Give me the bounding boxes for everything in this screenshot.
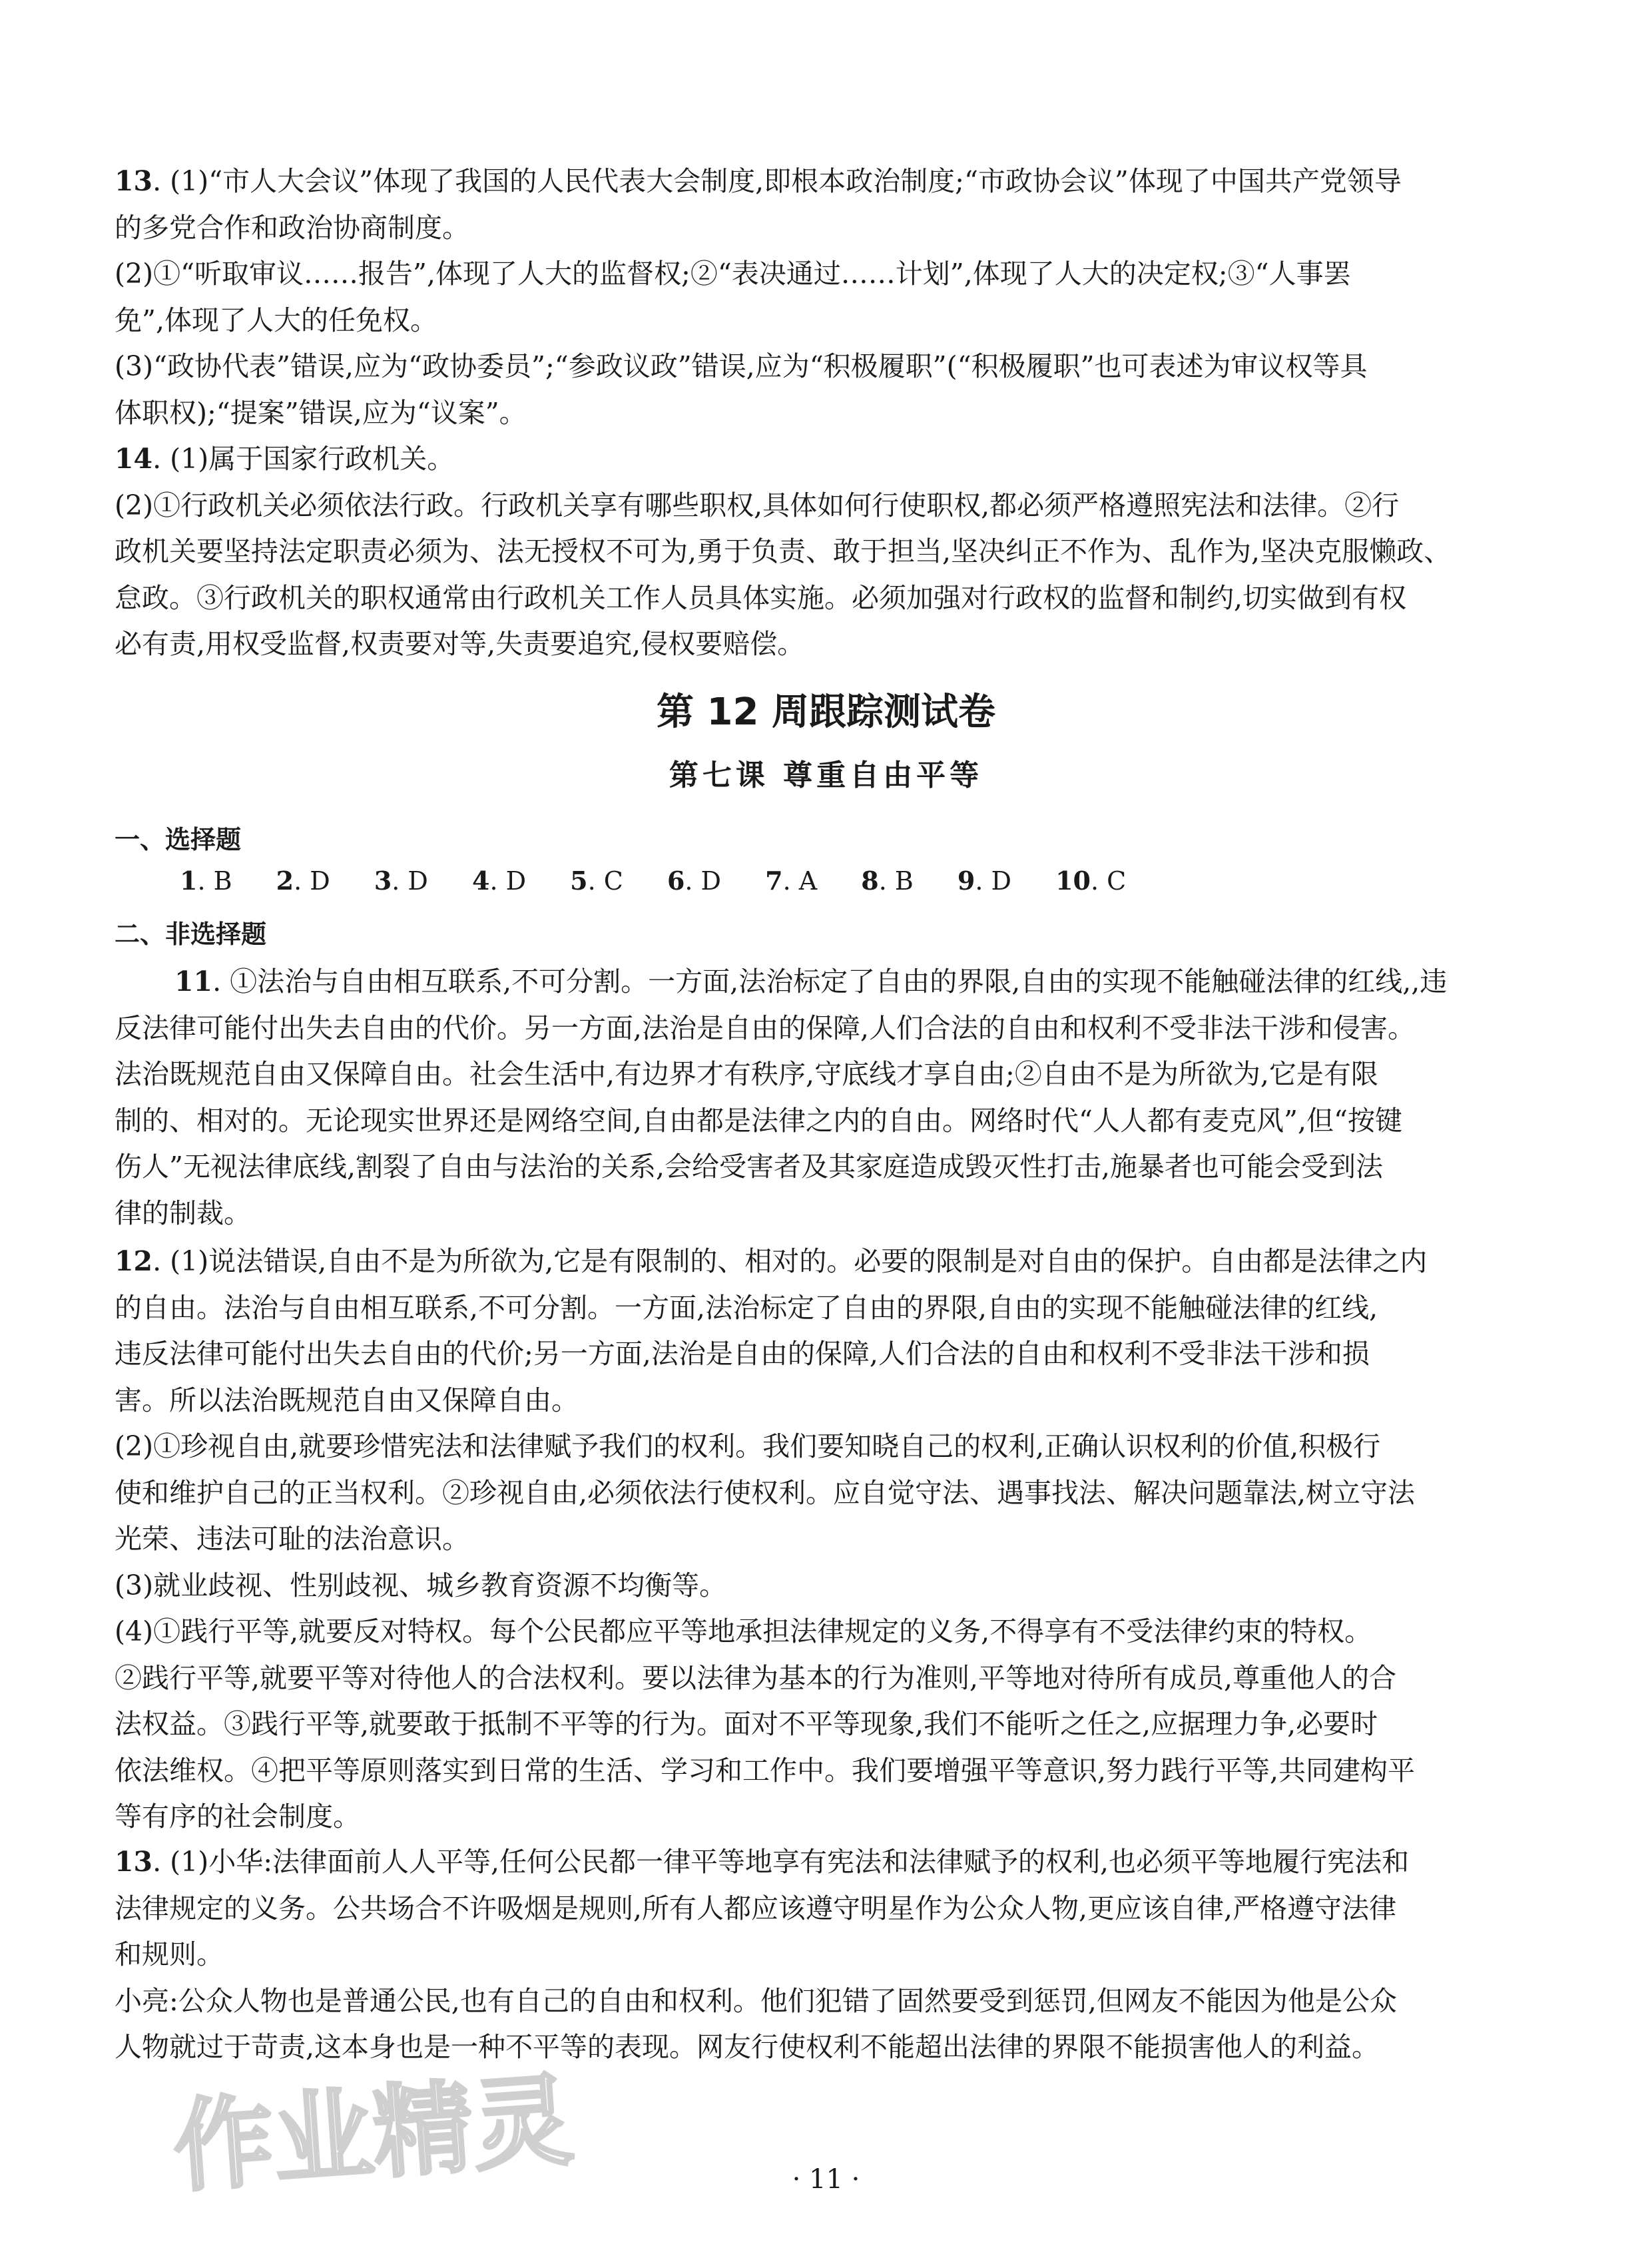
answer-line: 法律规定的义务。公共场合不许吸烟是规则,所有人都应该遵守明星作为公众人物,更应该自律,严格遵守法律 <box>115 1892 1397 1924</box>
watermark-text: 作业精灵 <box>170 2062 577 2207</box>
answer-line: 的自由。法治与自由相互联系,不可分割。一方面,法治标定了自由的界限,自由的实现不能触碰法律的红线, <box>115 1291 1378 1324</box>
answer-line: (2)①珍视自由,就要珍惜宪法和法律赋予我们的权利。我们要知晓自己的权利,正确认识权利的价值,积极行 <box>115 1430 1381 1462</box>
answer-line: (3)就业歧视、性别歧视、城乡教育资源不均衡等。 <box>115 1569 727 1601</box>
answer-line: 必有责,用权受监督,权责要对等,失责要追究,侵权要赔偿。 <box>115 628 805 660</box>
answer-line: 体职权);“提案”错误,应为“议案”。 <box>115 396 527 429</box>
answer-q13 <box>115 1839 1517 2071</box>
page-title: 第 12 周跟踪测试卷 <box>657 691 995 734</box>
answer-line: 违反法律可能付出失去自由的代价;另一方面,法治是自由的保障,人们合法的自由和权利不受非法干涉和损 <box>115 1338 1370 1370</box>
answer-line: 反法律可能付出失去自由的代价。另一方面,法治是自由的保障,人们合法的自由和权利不受非法干涉和侵害。 <box>115 1011 1416 1044</box>
page-number: · 11 · <box>792 2164 860 2195</box>
mc-answer: 7. A <box>765 866 818 896</box>
answer-line: (2)①行政机关必须依法行政。行政机关享有哪些职权,具体如何行使职权,都必须严格遵照宪法和法律。②行 <box>115 489 1400 521</box>
answer-q12 <box>115 1239 1517 1840</box>
answer-line: 13. (1)“市人大会议”体现了我国的人民代表大会制度,即根本政治制度;“市政协会议”体现了中国共产党领导 <box>115 165 1402 197</box>
answer-line: 的多党合作和政治协商制度。 <box>115 211 469 244</box>
answer-line: 伤人”无视法律底线,割裂了自由与法治的关系,会给受害者及其家庭造成毁灭性打击,施暴者也可能会受到法 <box>115 1151 1384 1183</box>
answer-line: 怠政。③行政机关的职权通常由行政机关工作人员具体实施。必须加强对行政权的监督和制约,切实做到有权 <box>115 581 1407 614</box>
mc-answer: 2. D <box>276 866 330 896</box>
answer-line: 等有序的社会制度。 <box>115 1801 360 1832</box>
question-number: 11 <box>174 966 213 997</box>
answer-line: 11. ①法治与自由相互联系,不可分割。一方面,法治标定了自由的界限,自由的实现不能触碰法律的红线,,违 <box>174 966 1448 997</box>
answer-line: 14. (1)属于国家行政机关。 <box>115 443 455 475</box>
answer-q13-prev <box>115 158 1517 436</box>
mc-answer: 9. D <box>957 866 1011 896</box>
answer-line: 依法维权。④把平等原则落实到日常的生活、学习和工作中。我们要增强平等意识,努力践行平等,共同建构平 <box>115 1754 1416 1787</box>
question-number: 12 <box>115 1245 153 1277</box>
answer-q14-prev <box>115 436 1517 668</box>
mc-answer: 8. B <box>861 866 914 896</box>
multiple-choice-answers <box>180 866 1162 896</box>
answer-line: 小亮:公众人物也是普通公民,也有自己的自由和权利。他们犯错了固然要受到惩罚,但网友不能因为他是公众 <box>115 1984 1397 2017</box>
mc-answer: 1. B <box>180 866 232 896</box>
answer-line: 制的、相对的。无论现实世界还是网络空间,自由都是法律之内的自由。网络时代“人人都有麦克风”,但“按键 <box>115 1104 1402 1137</box>
answer-line: 害。所以法治既规范自由又保障自由。 <box>115 1384 579 1416</box>
answer-line: ②践行平等,就要平等对待他人的合法权利。要以法律为基本的行为准则,平等地对待所有成员,尊重他人的合 <box>115 1661 1397 1694</box>
question-number: 13 <box>115 1846 153 1878</box>
answer-line: 13. (1)小华:法律面前人人平等,任何公民都一律平等地享有宪法和法律赋予的权利,也必须平等地履行宪法和 <box>115 1846 1410 1878</box>
answer-line: 光荣、违法可耻的法治意识。 <box>115 1523 469 1555</box>
mc-answer: 10. C <box>1055 866 1127 896</box>
question-number: 14 <box>115 443 153 475</box>
answer-line: (3)“政协代表”错误,应为“政协委员”;“参政议政”错误,应为“积极履职”(“积极履职”也可表述为审议权等具 <box>115 350 1368 382</box>
mc-answer: 5. C <box>570 866 623 896</box>
answer-line: 免”,体现了人大的任免权。 <box>115 304 437 336</box>
answer-line: (4)①践行平等,就要反对特权。每个公民都应平等地承担法律规定的义务,不得享有不受法律约束的特权。 <box>115 1615 1372 1647</box>
section-heading-nonchoice: 二、非选择题 <box>115 920 267 949</box>
answer-line: 律的制裁。 <box>115 1197 251 1229</box>
mc-answer: 4. D <box>471 866 527 896</box>
question-number: 13 <box>115 165 153 197</box>
answer-line: (2)①“听取审议……报告”,体现了人大的监督权;②“表决通过……计划”,体现了人大的决定权;③“人事罢 <box>115 258 1351 290</box>
answer-line: 人物就过于苛责,这本身也是一种不平等的表现。网友行使权利不能超出法律的界限不能损害他人的利益。 <box>115 2031 1380 2063</box>
answer-line: 和规则。 <box>115 1938 224 1970</box>
section-heading-choice: 一、选择题 <box>115 825 242 854</box>
mc-answer: 3. D <box>374 866 428 896</box>
answer-line: 法权益。③践行平等,就要敢于抵制不平等的行为。面对不平等现象,我们不能听之任之,应据理力争,必要时 <box>115 1708 1378 1740</box>
lesson-subtitle: 第七课 尊重自由平等 <box>669 758 983 792</box>
answer-q11 <box>115 959 1517 1237</box>
answer-line: 12. (1)说法错误,自由不是为所欲为,它是有限制的、相对的。必要的限制是对自由的保护。自由都是法律之内 <box>115 1245 1428 1277</box>
answer-line: 使和维护自己的正当权利。②珍视自由,必须依法行使权利。应自觉守法、遇事找法、解决问题靠法,树立守法 <box>115 1476 1416 1509</box>
answer-line: 政机关要坚持法定职责必须为、法无授权不可为,勇于负责、敢于担当,坚决纠正不作为、乱作为,坚决克服懒政、 <box>115 535 1452 567</box>
answer-line: 法治既规范自由又保障自由。社会生活中,有边界才有秩序,守底线才享自由;②自由不是为所欲为,它是有限 <box>115 1058 1378 1090</box>
mc-answer: 6. D <box>667 866 722 896</box>
